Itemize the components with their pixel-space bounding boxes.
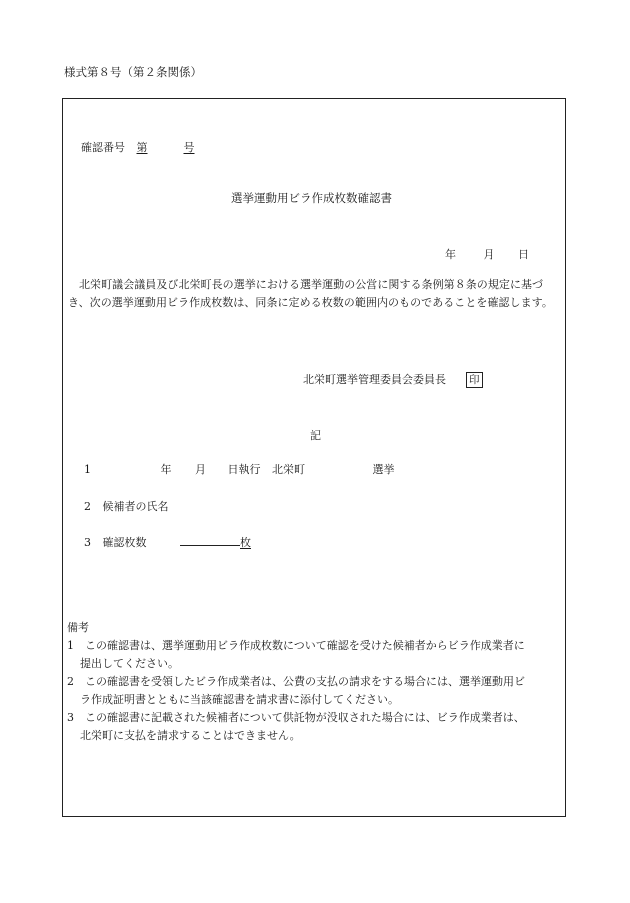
body-paragraph: 北栄町議会議員及び北栄町長の選挙における選挙運動の公営に関する条例第８条の規定に基づき、次の選挙運動用ビラ作成枚数は、同条に定める枚数の範囲内のものであることを確認します。 <box>68 278 553 309</box>
note-1-line-1: 1 この確認書は、選挙運動用ビラ作成枚数について確認を受けた候補者からビラ作成業者に <box>67 639 525 652</box>
note-3-line-1: 3 この確認書に記載された候補者について供託物が没収された場合には、ビラ作成業者は、 <box>67 711 525 724</box>
seal-mark: 印 <box>466 372 483 388</box>
document-title: 選挙運動用ビラ作成枚数確認書 <box>231 191 392 205</box>
confirmation-number-label: 確認番号 <box>81 141 125 154</box>
candidate-name-label: 候補者の氏名 <box>102 500 169 513</box>
item-3-number: 3 <box>84 536 91 549</box>
confirmation-number-field: 第 号 <box>136 141 195 154</box>
confirmed-count-label: 確認枚数 <box>102 536 147 549</box>
ki-heading: 記 <box>310 429 321 442</box>
item-2-number: 2 <box>84 500 91 513</box>
signer-line <box>303 371 483 388</box>
signer-title: 北栄町選挙管理委員会委員長 <box>303 373 446 386</box>
note-2-line-2: ラ作成証明書とともに当該確認書を請求書に添付してください。 <box>80 693 399 706</box>
item-1: 1 年 月 日執行 北栄町 選挙 <box>84 463 395 476</box>
notes-heading: 備考 <box>67 621 89 634</box>
note-2-line-1: 2 この確認書を受領したビラ作成業者は、公費の支払の請求をする場合には、選挙運動用ビ <box>67 675 525 688</box>
item-2 <box>84 498 169 514</box>
form-number: 様式第８号（第２条関係） <box>64 65 202 79</box>
note-3-line-2: 北栄町に支払を請求することはできません。 <box>80 729 301 742</box>
note-1-line-2: 提出してください。 <box>80 657 179 670</box>
count-unit: 枚 <box>240 536 251 549</box>
confirmation-number <box>81 139 195 155</box>
date-line: 年 月 日 <box>445 248 529 261</box>
item-3 <box>84 534 251 550</box>
item-1-number: 1 <box>84 463 91 476</box>
document-frame <box>62 98 566 817</box>
confirmed-count-field <box>180 535 240 546</box>
